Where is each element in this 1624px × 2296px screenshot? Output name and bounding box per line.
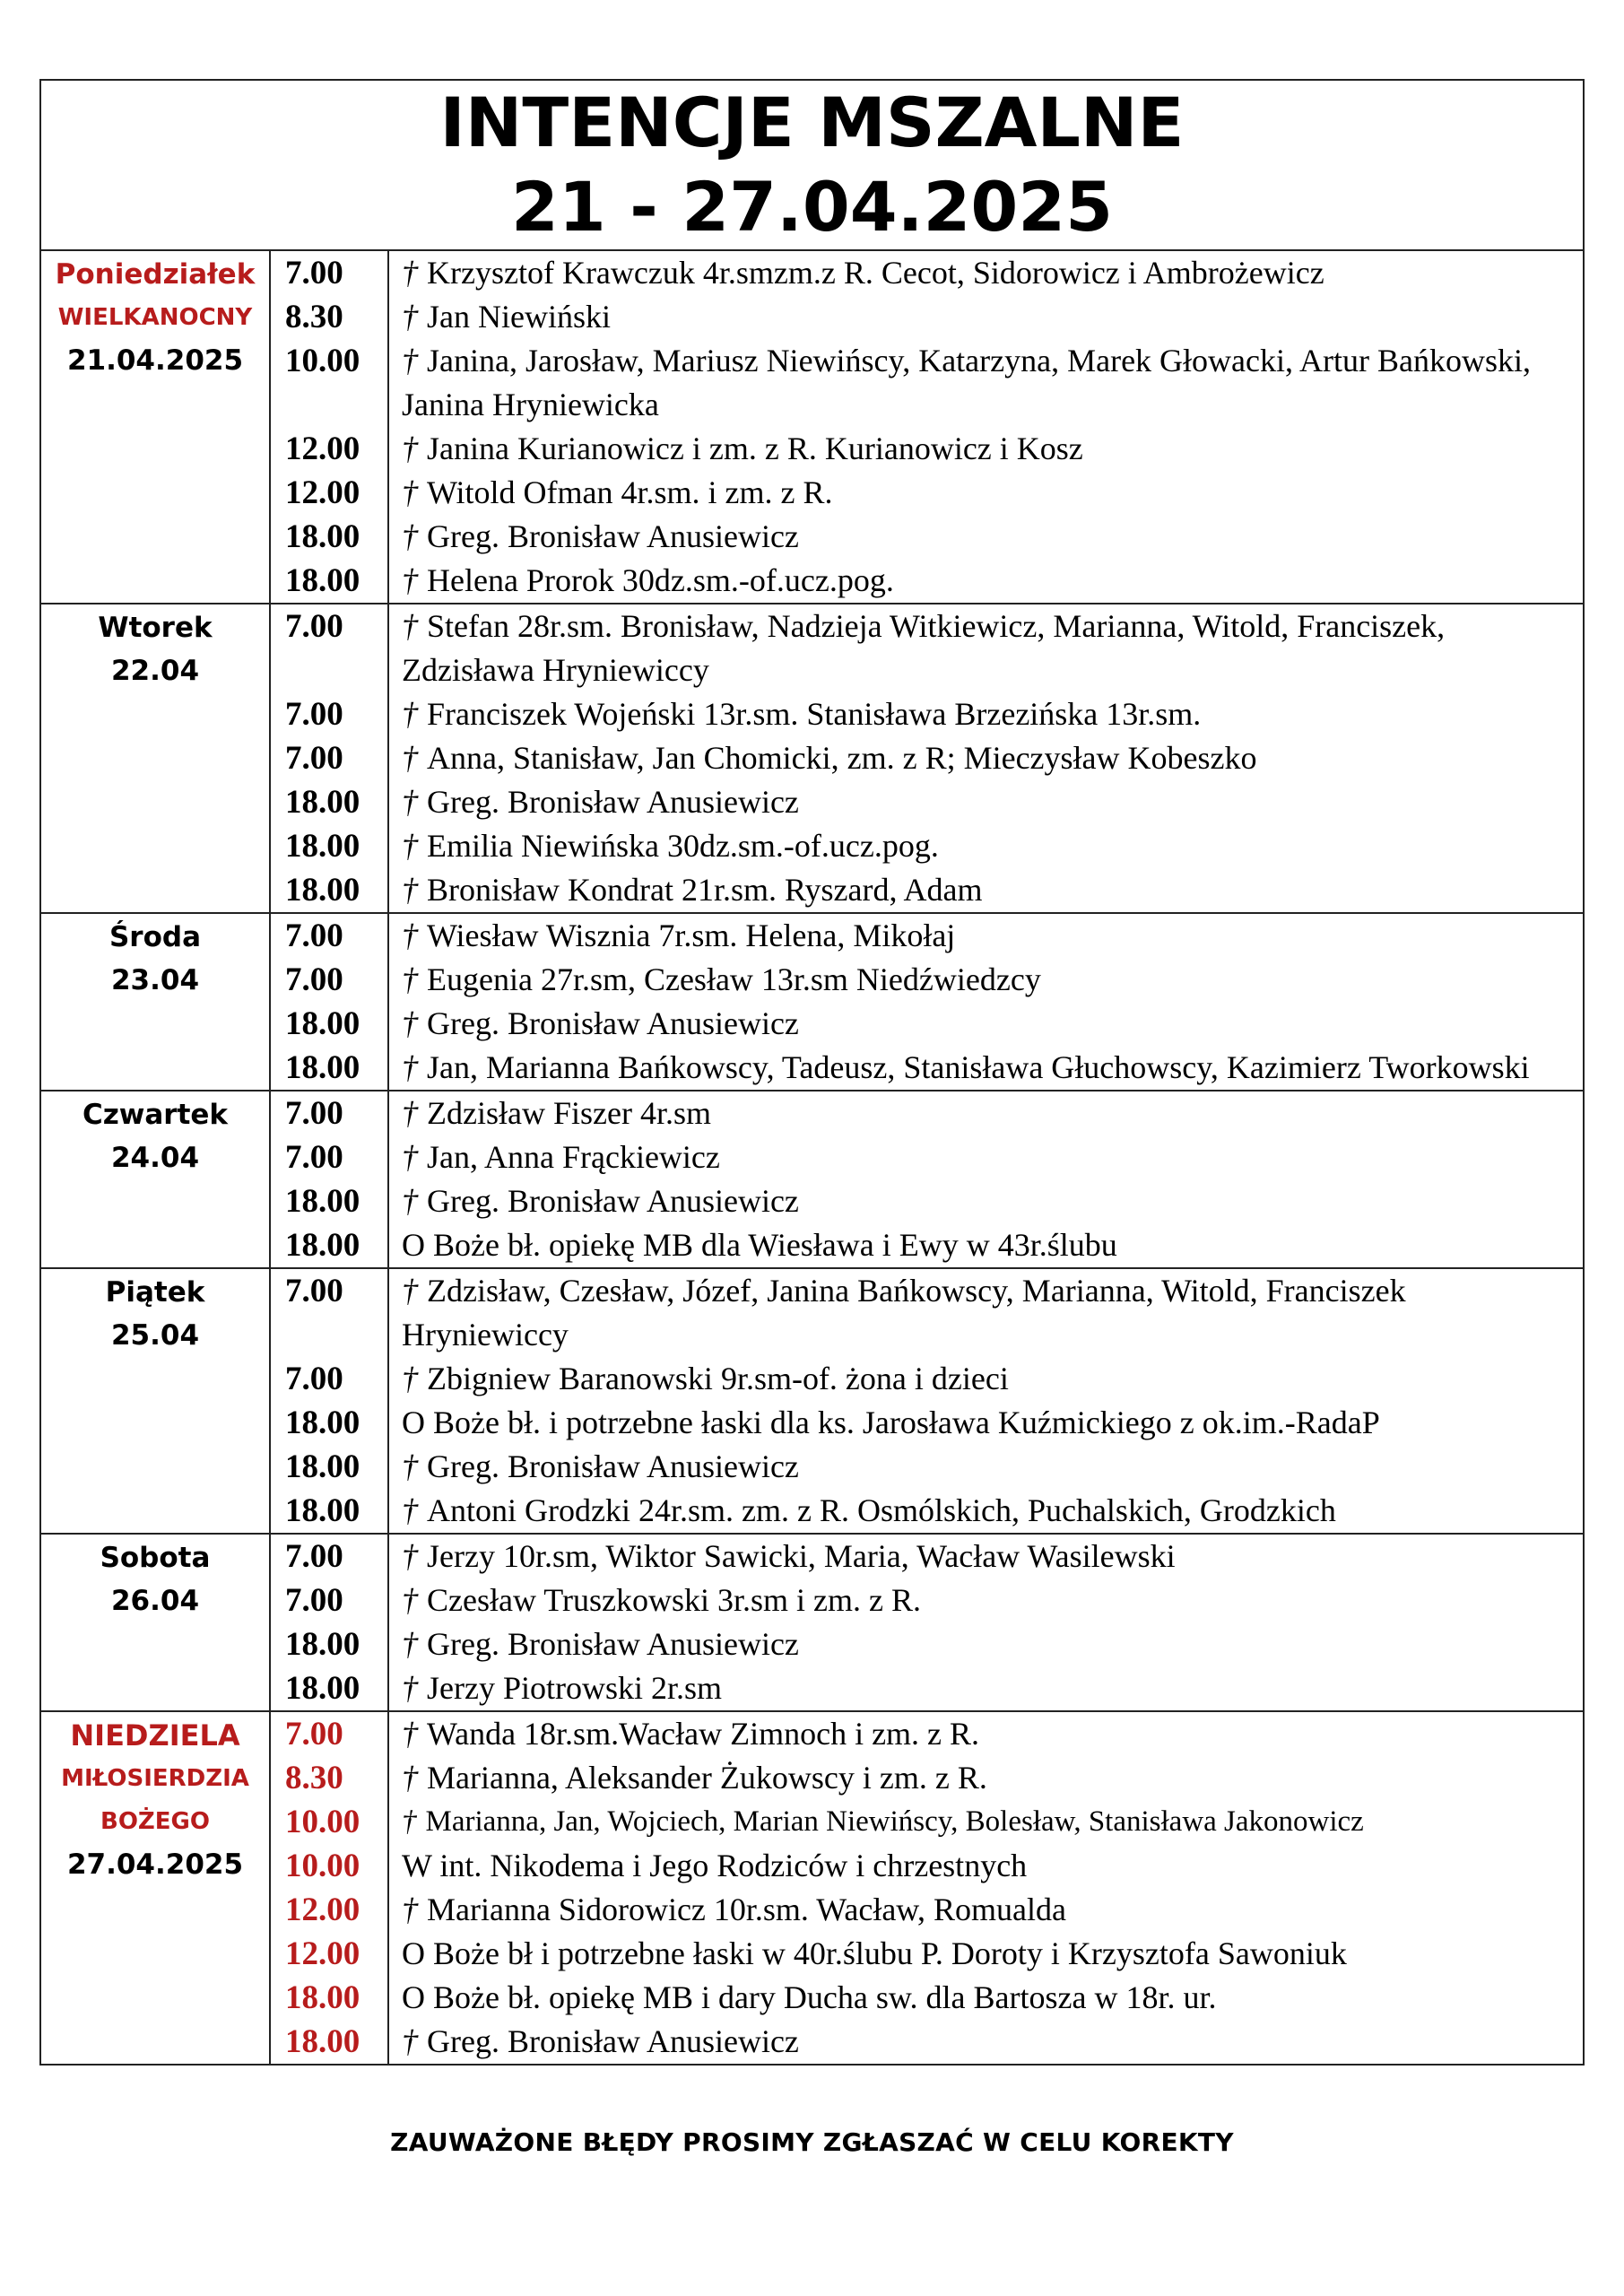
intention-cell <box>388 913 1583 958</box>
mass-row <box>41 1888 1583 1932</box>
day-cell <box>41 604 270 913</box>
intention-cell <box>388 295 1583 339</box>
intention-text: Janina Kurianowicz i zm. z R. Kurianowicz i Kosz <box>427 430 1083 466</box>
cross-icon: † <box>402 1448 418 1484</box>
cross-icon: † <box>402 740 418 776</box>
intention-cell <box>388 251 1583 295</box>
mass-row <box>41 780 1583 824</box>
intention-text: Helena Prorok 30dz.sm.-of.ucz.pog. <box>427 562 894 598</box>
mass-row <box>41 1932 1583 1976</box>
mass-time: 7.00 <box>270 1268 388 1357</box>
mass-time: 10.00 <box>270 339 388 427</box>
cross-icon: † <box>402 608 418 644</box>
mass-time: 18.00 <box>270 559 388 604</box>
mass-row <box>41 1622 1583 1666</box>
intention-text: Wiesław Wisznia 7r.sm. Helena, Mikołaj <box>427 918 956 953</box>
intention-cell <box>388 1489 1583 1534</box>
intention-cell <box>388 1844 1583 1888</box>
intention-text: Greg. Bronisław Anusiewicz <box>427 784 799 820</box>
intention-text: O Boże bł i potrzebne łaski w 40r.ślubu P. Doroty i Krzysztofa Sawoniuk <box>402 1935 1347 1971</box>
intention-cell <box>388 339 1583 427</box>
mass-time: 10.00 <box>270 1800 388 1844</box>
day-cell <box>41 1534 270 1711</box>
intention-cell <box>388 471 1583 515</box>
mass-row <box>41 471 1583 515</box>
cross-icon: † <box>402 784 418 820</box>
cross-icon: † <box>402 1670 418 1706</box>
mass-time: 10.00 <box>270 1844 388 1888</box>
cross-icon: † <box>402 918 418 953</box>
mass-time: 7.00 <box>270 251 388 295</box>
mass-time: 12.00 <box>270 1888 388 1932</box>
cross-icon: † <box>402 1273 418 1309</box>
mass-row <box>41 736 1583 780</box>
day-date: 26.04 <box>110 1585 200 1617</box>
intention-cell <box>388 1401 1583 1445</box>
mass-row <box>41 824 1583 868</box>
mass-row <box>41 913 1583 958</box>
mass-time: 18.00 <box>270 515 388 559</box>
cross-icon: † <box>402 474 418 510</box>
intention-text: Anna, Stanisław, Jan Chomicki, zm. z R; Mieczysław Kobeszko <box>427 740 1257 776</box>
intention-cell <box>388 2020 1583 2064</box>
mass-row <box>41 1268 1583 1357</box>
mass-row <box>41 339 1583 427</box>
day-subtitle: MIŁOSIERDZIA <box>61 1765 249 1792</box>
mass-time: 7.00 <box>270 913 388 958</box>
intention-text: Jerzy 10r.sm, Wiktor Sawicki, Maria, Wacław Wasilewski <box>427 1538 1176 1574</box>
intention-cell <box>388 1268 1583 1357</box>
mass-time: 18.00 <box>270 868 388 913</box>
mass-time: 18.00 <box>270 1666 388 1711</box>
day-cell <box>41 1091 270 1268</box>
cross-icon: † <box>402 1095 418 1131</box>
mass-time: 7.00 <box>270 1578 388 1622</box>
day-name: Poniedziałek <box>55 258 256 291</box>
cross-icon: † <box>402 518 418 554</box>
cross-icon: † <box>402 961 418 997</box>
mass-row <box>41 1534 1583 1578</box>
intention-text: Jerzy Piotrowski 2r.sm <box>427 1670 722 1706</box>
intention-text: Krzysztof Krawczuk 4r.smzm.z R. Cecot, Sidorowicz i Ambrożewicz <box>427 255 1324 291</box>
intention-text: Zbigniew Baranowski 9r.sm-of. żona i dzieci <box>427 1361 1009 1396</box>
cross-icon: † <box>402 430 418 466</box>
intention-text: O Boże bł. opiekę MB dla Wiesława i Ewy w 43r.ślubu <box>402 1227 1117 1263</box>
intention-text: Franciszek Wojeński 13r.sm. Stanisława Brzezińska 13r.sm. <box>427 696 1202 732</box>
mass-time: 18.00 <box>270 780 388 824</box>
day-date: 25.04 <box>110 1319 200 1352</box>
intention-text: Wanda 18r.sm.Wacław Zimnoch i zm. z R. <box>427 1716 980 1752</box>
mass-time: 7.00 <box>270 1711 388 1756</box>
mass-time: 18.00 <box>270 1976 388 2020</box>
intention-cell <box>388 1091 1583 1135</box>
mass-row <box>41 1135 1583 1179</box>
intention-cell <box>388 1179 1583 1223</box>
mass-row <box>41 868 1583 913</box>
cross-icon: † <box>402 1716 418 1752</box>
cross-icon: † <box>402 828 418 864</box>
mass-time: 7.00 <box>270 1135 388 1179</box>
intention-text: Marianna, Jan, Wojciech, Marian Niewińscy, Bolesław, Stanisława Jakonowicz <box>425 1805 1364 1838</box>
cross-icon: † <box>402 1005 418 1041</box>
intention-cell <box>388 736 1583 780</box>
intention-cell <box>388 604 1583 692</box>
mass-row <box>41 427 1583 471</box>
day-name: Środa <box>109 921 202 953</box>
mass-row <box>41 1578 1583 1622</box>
mass-time: 18.00 <box>270 1046 388 1091</box>
cross-icon: † <box>402 1361 418 1396</box>
mass-time: 7.00 <box>270 1357 388 1401</box>
cross-icon: † <box>402 562 418 598</box>
day-cell <box>41 913 270 1091</box>
mass-time: 18.00 <box>270 1489 388 1534</box>
cross-icon: † <box>402 1805 417 1838</box>
cross-icon: † <box>402 1626 418 1662</box>
intention-text: Jan, Anna Frąckiewicz <box>427 1139 720 1175</box>
mass-time: 7.00 <box>270 1534 388 1578</box>
intention-text: Jan, Marianna Bańkowscy, Tadeusz, Stanisława Głuchowscy, Kazimierz Tworkowski <box>427 1049 1530 1085</box>
cross-icon: † <box>402 299 418 335</box>
mass-time: 18.00 <box>270 1445 388 1489</box>
intention-text: Emilia Niewińska 30dz.sm.-of.ucz.pog. <box>427 828 939 864</box>
day-date: 24.04 <box>110 1142 200 1174</box>
intention-text: Antoni Grodzki 24r.sm. zm. z R. Osmólskich, Puchalskich, Grodzkich <box>427 1492 1336 1528</box>
intention-cell <box>388 427 1583 471</box>
mass-row <box>41 692 1583 736</box>
day-name: NIEDZIELA <box>70 1718 240 1752</box>
intention-cell <box>388 559 1583 604</box>
intention-text: Zdzisław, Czesław, Józef, Janina Bańkowscy, Marianna, Witold, Franciszek Hryniewiccy <box>402 1273 1406 1352</box>
intention-text: Czesław Truszkowski 3r.sm i zm. z R. <box>427 1582 922 1618</box>
day-cell <box>41 251 270 604</box>
mass-time: 7.00 <box>270 692 388 736</box>
mass-row <box>41 1800 1583 1844</box>
intention-cell <box>388 958 1583 1002</box>
intention-text: Marianna, Aleksander Żukowscy i zm. z R. <box>427 1760 987 1796</box>
intention-cell <box>388 515 1583 559</box>
mass-row <box>41 1091 1583 1135</box>
intention-cell <box>388 780 1583 824</box>
intention-text: Greg. Bronisław Anusiewicz <box>427 2023 799 2059</box>
day-subtitle: BOŻEGO <box>100 1808 210 1835</box>
day-block <box>41 1534 1583 1711</box>
intention-cell <box>388 1711 1583 1756</box>
intention-text: Greg. Bronisław Anusiewicz <box>427 1005 799 1041</box>
mass-row <box>41 1844 1583 1888</box>
mass-time: 12.00 <box>270 471 388 515</box>
intention-cell <box>388 1756 1583 1800</box>
day-name: Sobota <box>100 1542 211 1574</box>
day-block <box>41 1091 1583 1268</box>
mass-row <box>41 1756 1583 1800</box>
mass-time: 12.00 <box>270 1932 388 1976</box>
cross-icon: † <box>402 872 418 908</box>
day-name: Piątek <box>105 1276 205 1309</box>
intention-text: Greg. Bronisław Anusiewicz <box>427 1626 799 1662</box>
mass-row <box>41 1223 1583 1268</box>
mass-row <box>41 1445 1583 1489</box>
day-cell <box>41 1268 270 1534</box>
cross-icon: † <box>402 1582 418 1618</box>
intention-cell <box>388 692 1583 736</box>
day-block <box>41 913 1583 1091</box>
intention-cell <box>388 1223 1583 1268</box>
mass-time: 7.00 <box>270 1091 388 1135</box>
cross-icon: † <box>402 696 418 732</box>
mass-row <box>41 1401 1583 1445</box>
mass-time: 7.00 <box>270 958 388 1002</box>
intention-cell <box>388 1046 1583 1091</box>
mass-row <box>41 2020 1583 2064</box>
mass-time: 18.00 <box>270 1179 388 1223</box>
intention-cell <box>388 1002 1583 1046</box>
intention-cell <box>388 1357 1583 1401</box>
day-block <box>41 604 1583 913</box>
cross-icon: † <box>402 255 418 291</box>
cross-icon: † <box>402 1183 418 1219</box>
intention-text: Bronisław Kondrat 21r.sm. Ryszard, Adam <box>427 872 983 908</box>
intention-cell <box>388 1578 1583 1622</box>
mass-row <box>41 1976 1583 2020</box>
page-date-range: 21 - 27.04.2025 <box>510 167 1113 247</box>
mass-time: 7.00 <box>270 736 388 780</box>
mass-row <box>41 1711 1583 1756</box>
day-name: Czwartek <box>82 1099 229 1131</box>
mass-row <box>41 958 1583 1002</box>
intention-text: Zdzisław Fiszer 4r.sm <box>427 1095 711 1131</box>
mass-time: 18.00 <box>270 824 388 868</box>
mass-row <box>41 1357 1583 1401</box>
mass-time: 18.00 <box>270 1002 388 1046</box>
day-date: 21.04.2025 <box>66 344 244 377</box>
day-block <box>41 1711 1583 2064</box>
intention-text: Greg. Bronisław Anusiewicz <box>427 1183 799 1219</box>
mass-time: 18.00 <box>270 2020 388 2064</box>
mass-time: 18.00 <box>270 1401 388 1445</box>
day-date: 27.04.2025 <box>66 1848 244 1881</box>
intention-text: Marianna Sidorowicz 10r.sm. Wacław, Romualda <box>427 1892 1066 1927</box>
cross-icon: † <box>402 1139 418 1175</box>
day-date: 22.04 <box>110 655 200 687</box>
intention-cell <box>388 1534 1583 1578</box>
day-name: Wtorek <box>98 612 213 644</box>
title-block <box>41 81 1583 251</box>
intention-text: O Boże bł. opiekę MB i dary Ducha sw. dla Bartosza w 18r. ur. <box>402 1979 1217 2015</box>
day-subtitle: WIELKANOCNY <box>57 304 253 331</box>
intentions-sheet <box>39 79 1585 2066</box>
cross-icon: † <box>402 1760 418 1796</box>
cross-icon: † <box>402 2023 418 2059</box>
intention-text: Janina, Jarosław, Mariusz Niewińscy, Katarzyna, Marek Głowacki, Artur Bańkowski, Janina Hryniewicka <box>402 343 1531 422</box>
mass-row <box>41 559 1583 604</box>
intention-cell <box>388 1622 1583 1666</box>
cross-icon: † <box>402 1538 418 1574</box>
mass-time: 8.30 <box>270 1756 388 1800</box>
day-block <box>41 251 1583 604</box>
mass-row <box>41 1666 1583 1711</box>
intention-text: Jan Niewiński <box>427 299 611 335</box>
cross-icon: † <box>402 343 418 378</box>
mass-time: 18.00 <box>270 1223 388 1268</box>
cross-icon: † <box>402 1892 418 1927</box>
mass-row <box>41 1179 1583 1223</box>
intention-cell <box>388 1976 1583 2020</box>
day-cell <box>41 1711 270 2064</box>
mass-row <box>41 1002 1583 1046</box>
intention-cell <box>388 824 1583 868</box>
footer-note: ZAUWAŻONE BŁĘDY PROSIMY ZGŁASZAĆ W CELU KOREKTY <box>390 2127 1234 2157</box>
mass-time: 7.00 <box>270 604 388 692</box>
mass-row <box>41 604 1583 692</box>
intention-cell <box>388 1800 1583 1844</box>
mass-row <box>41 1489 1583 1534</box>
mass-row <box>41 295 1583 339</box>
intention-text: Eugenia 27r.sm, Czesław 13r.sm Niedźwiedzcy <box>427 961 1041 997</box>
mass-row <box>41 1046 1583 1091</box>
mass-time: 12.00 <box>270 427 388 471</box>
day-block <box>41 1268 1583 1534</box>
intention-text: Stefan 28r.sm. Bronisław, Nadzieja Witkiewicz, Marianna, Witold, Franciszek, Zdzisława Hryniewiccy <box>402 608 1446 688</box>
intention-cell <box>388 868 1583 913</box>
mass-row <box>41 515 1583 559</box>
cross-icon: † <box>402 1049 418 1085</box>
page-title: INTENCJE MSZALNE <box>439 83 1185 162</box>
intention-text: Witold Ofman 4r.sm. i zm. z R. <box>427 474 833 510</box>
intention-cell <box>388 1445 1583 1489</box>
day-date: 23.04 <box>110 964 200 996</box>
intention-text: O Boże bł. i potrzebne łaski dla ks. Jarosława Kuźmickiego z ok.im.-RadaP <box>402 1405 1380 1440</box>
intention-cell <box>388 1888 1583 1932</box>
mass-row <box>41 251 1583 295</box>
mass-time: 8.30 <box>270 295 388 339</box>
schedule-table <box>41 251 1583 2064</box>
intention-cell <box>388 1666 1583 1711</box>
cross-icon: † <box>402 1492 418 1528</box>
intention-cell <box>388 1932 1583 1976</box>
mass-time: 18.00 <box>270 1622 388 1666</box>
intention-text: W int. Nikodema i Jego Rodziców i chrzestnych <box>402 1848 1028 1883</box>
intention-text: Greg. Bronisław Anusiewicz <box>427 518 799 554</box>
intention-text: Greg. Bronisław Anusiewicz <box>427 1448 799 1484</box>
intention-cell <box>388 1135 1583 1179</box>
